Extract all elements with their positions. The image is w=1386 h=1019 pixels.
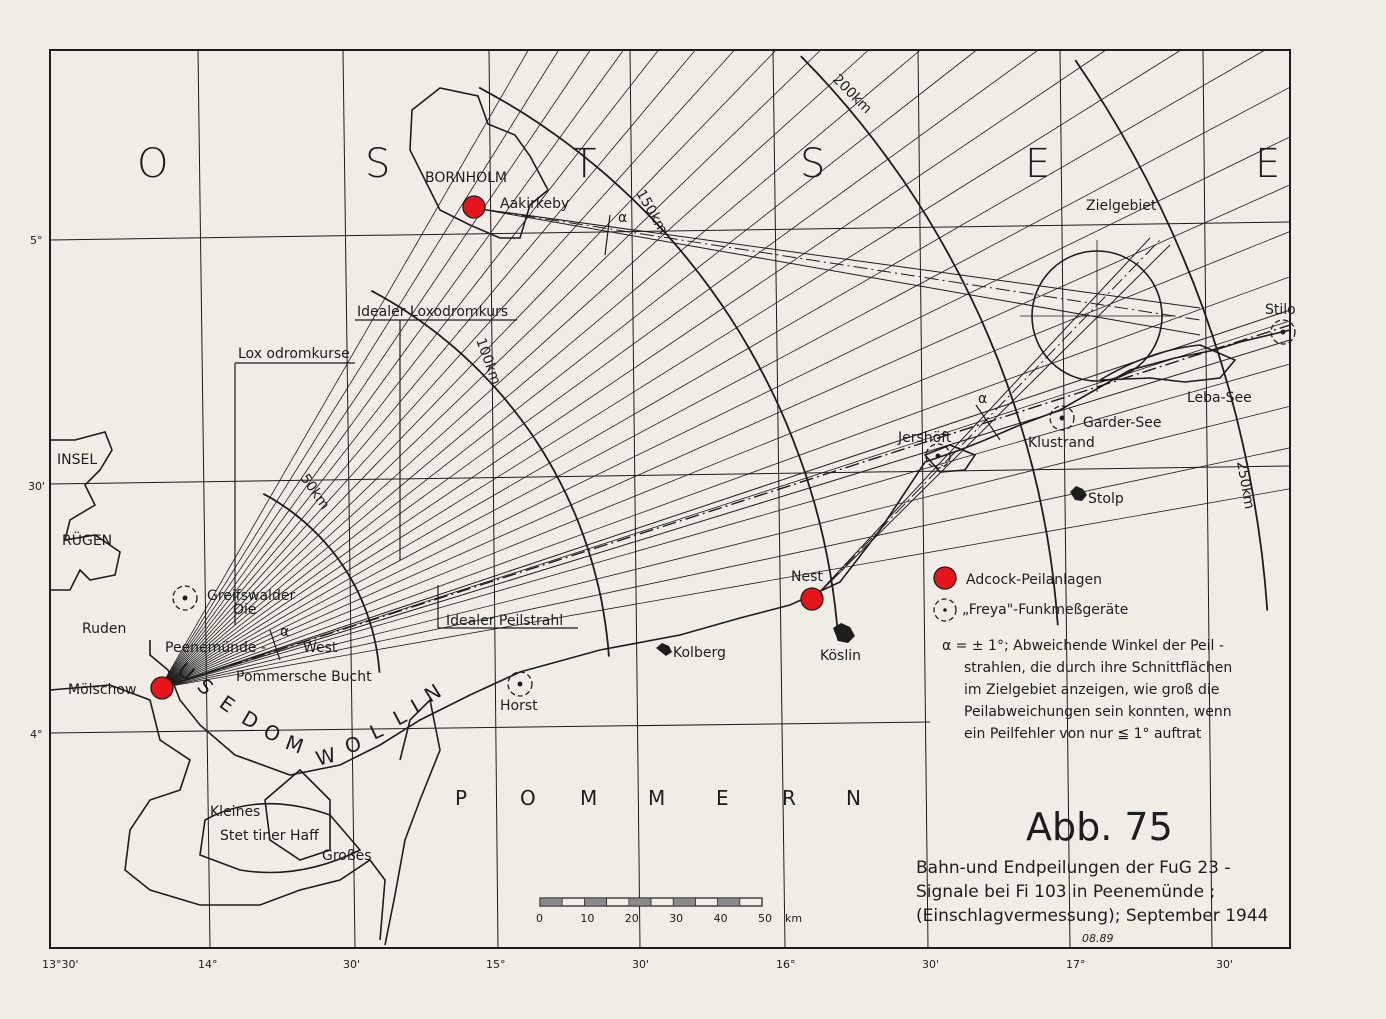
label-loxodrome-courses: Lox odromkurse — [238, 346, 350, 362]
region-letter: M — [580, 786, 602, 810]
label-horst: Horst — [500, 698, 538, 714]
lon-tick: 30' — [632, 958, 650, 971]
label-stettiner-haff: Stet tiner Haff — [220, 828, 319, 844]
scale-segment — [673, 898, 695, 906]
lon-tick: 15° — [486, 958, 506, 971]
region-letter: R — [782, 786, 800, 810]
scale-label: 10 — [580, 912, 595, 925]
label-west: West — [303, 640, 338, 656]
legend-alpha-line: ein Peilfehler von nur ≦ 1° auftrat — [964, 726, 1202, 742]
freya-radar-center — [936, 454, 940, 458]
usedom-wollin-letter: U — [172, 657, 203, 688]
lon-tick: 30' — [343, 958, 361, 971]
parallel-4 — [50, 722, 930, 733]
scale-segment — [695, 898, 717, 906]
label-oie: Oie — [233, 602, 257, 618]
alpha-label-peenemuende: α — [280, 624, 290, 640]
label-ruden: Ruden — [82, 621, 127, 637]
range-arc — [479, 88, 838, 641]
scale-segment — [651, 898, 673, 906]
freya-radar-center — [1281, 330, 1285, 334]
adcock-station-aakirkeby — [463, 196, 485, 218]
figure-title: Abb. 75 — [1026, 805, 1173, 849]
label-ideal-loxodrome: Idealer Loxodromkurs — [357, 304, 509, 320]
legend-alpha-line: α = ± 1°; Abweichende Winkel der Peil - — [942, 638, 1224, 654]
kolberg-town-icon — [656, 643, 672, 656]
alpha-label-jershoeft: α — [978, 391, 988, 407]
loxodrome-course-line — [160, 50, 1265, 688]
region-letter: E — [716, 786, 733, 810]
loxodrome-course-line — [160, 277, 1290, 688]
caption-line: (Einschlagvermessung); September 1944 — [916, 906, 1269, 926]
range-label-200: 200km — [829, 71, 875, 118]
meridian-15-30 — [630, 50, 640, 948]
label-moelschow: Mölschow — [68, 682, 137, 698]
sea-letter: E — [1255, 141, 1283, 187]
sea-letter: O — [137, 141, 171, 187]
scale-segment — [584, 898, 606, 906]
label-aakirkeby: Aakirkeby — [500, 196, 570, 212]
label-insel: INSEL — [57, 452, 98, 468]
parallel-30 — [50, 466, 1290, 484]
range-label-250: 250km — [1233, 459, 1258, 511]
legend-alpha-line: strahlen, die durch ihre Schnittflächen — [964, 660, 1233, 676]
town-markers — [656, 486, 1087, 656]
region-letter: P — [455, 786, 472, 810]
place-labels — [57, 170, 1296, 864]
freya-radar-center — [1060, 416, 1064, 420]
scale-label: 30 — [669, 912, 684, 925]
alpha-label-bornholm: α — [618, 210, 628, 226]
usedom-wollin-letter: O — [341, 729, 369, 759]
usedom-wollin-letter: L — [389, 702, 414, 731]
label-ideal-bearing: Idealer Peilstrahl — [446, 613, 564, 629]
scale-label: 0 — [536, 912, 543, 925]
region-letter: O — [520, 786, 540, 810]
legend-freya-label: „Freya"-Funkmeßgeräte — [962, 602, 1129, 618]
adcock-station-moelschow — [151, 677, 173, 699]
legend-adcock-symbol — [934, 567, 956, 589]
range-label-50: 50km — [296, 471, 333, 513]
label-ruegen: RÜGEN — [62, 533, 113, 549]
label-bornholm: BORNHOLM — [425, 170, 508, 186]
sea-letter: T — [572, 141, 599, 187]
scale-label: 20 — [624, 912, 639, 925]
alpha-arrow-jershoeft — [976, 405, 1000, 440]
usedom-wollin-letter: I — [406, 692, 428, 719]
lon-tick: 17° — [1066, 958, 1086, 971]
label-grosses: Großes — [322, 848, 372, 864]
usedom-wollin-letter: L — [365, 716, 390, 745]
label-pommersche-bucht: Pommersche Bucht — [236, 669, 372, 685]
range-label-100: 100km — [472, 335, 504, 387]
label-jershoeft: Jershöft — [898, 430, 952, 446]
meridian-14 — [198, 50, 210, 948]
region-letter: N — [846, 786, 865, 810]
loxodrome-course-line — [160, 231, 1290, 688]
legend — [934, 567, 1232, 742]
sea-letter: E — [1025, 141, 1053, 187]
label-stolp: Stolp — [1088, 491, 1124, 507]
lon-tick: 30' — [922, 958, 940, 971]
scale-label: 50 — [758, 912, 772, 925]
range-arcs — [263, 56, 1267, 673]
wollin-coast — [265, 770, 330, 860]
stolp-town-icon — [1070, 486, 1087, 501]
lat-tick: 5° — [30, 234, 43, 247]
caption-line: Signale bei Fi 103 in Peenemünde ; — [916, 882, 1216, 902]
scale-bar — [536, 898, 802, 925]
label-leba-see: Leba-See — [1187, 390, 1252, 406]
lon-tick: 16° — [776, 958, 796, 971]
label-kleines: Kleines — [210, 804, 261, 820]
sea-letter: S — [365, 141, 393, 187]
lon-tick: 14° — [198, 958, 218, 971]
annotation-leaders — [235, 215, 1000, 660]
bearing-aakirkeby-2 — [474, 208, 1200, 308]
latitude-ticks — [28, 234, 45, 741]
label-kolberg: Kolberg — [673, 645, 726, 661]
label-nest: Nest — [791, 569, 823, 585]
meridian-14-30 — [343, 50, 355, 948]
legend-alpha-line: Peilabweichungen sein konnten, wenn — [964, 704, 1232, 720]
longitude-ticks — [42, 958, 1233, 971]
sea-name — [137, 141, 1282, 187]
label-garder-see: Garder-See — [1083, 415, 1162, 431]
label-zielgebiet: Zielgebiet — [1086, 198, 1157, 214]
label-koeslin: Köslin — [820, 648, 861, 664]
scale-segment — [562, 898, 584, 906]
usedom-wollin-letter: E — [215, 690, 243, 720]
signature: 08.89 — [1082, 932, 1114, 945]
adcock-station-nest — [801, 588, 823, 610]
usedom-wollin-letter: S — [192, 673, 222, 703]
usedom-wollin-letter: D — [237, 705, 267, 737]
legend-alpha-line: im Zielgebiet anzeigen, wie groß die — [964, 682, 1220, 698]
meridian-17-30 — [1203, 50, 1212, 948]
freya-radar-center — [183, 596, 187, 600]
scale-segment — [540, 898, 562, 906]
bearing-moelschow-lower — [160, 340, 1290, 688]
scale-segment — [607, 898, 629, 906]
usedom-wollin-letter: M — [282, 730, 311, 760]
caption-line: Bahn-und Endpeilungen der FuG 23 - — [916, 858, 1231, 878]
scale-label: 40 — [713, 912, 728, 925]
region-letter: M — [648, 786, 670, 810]
scale-segment — [740, 898, 762, 906]
lat-tick: 30' — [28, 480, 46, 493]
lat-tick: 4° — [30, 728, 43, 741]
alpha-arrow-bornholm — [605, 215, 610, 255]
lon-tick: 30' — [1216, 958, 1234, 971]
usedom-wollin-letter: W — [313, 741, 343, 771]
loxodrome-course-line — [160, 87, 1290, 688]
legend-adcock-label: Adcock-Peilanlagen — [966, 572, 1102, 588]
label-greifswalder: Greifswalder — [207, 588, 296, 604]
scale-segment — [718, 898, 740, 906]
label-klustrand: Klustrand — [1028, 435, 1095, 451]
usedom-wollin-letter: O — [259, 718, 288, 749]
usedom-wollin-letter: N — [419, 676, 449, 708]
range-label-150: 150km — [632, 187, 671, 237]
freya-radar-center — [518, 682, 522, 686]
lon-tick: 13°30' — [42, 958, 79, 971]
label-stilo: Stilo — [1265, 302, 1296, 318]
sea-letter: S — [800, 141, 828, 187]
scale-segment — [629, 898, 651, 906]
legend-freya-center — [943, 608, 947, 612]
label-peenemuende: Peenemünde - — [165, 640, 267, 656]
scale-unit: km — [785, 912, 803, 925]
koeslin-town-icon — [833, 623, 855, 643]
region-name — [455, 786, 865, 810]
loxodrome-course-line — [160, 50, 1106, 688]
